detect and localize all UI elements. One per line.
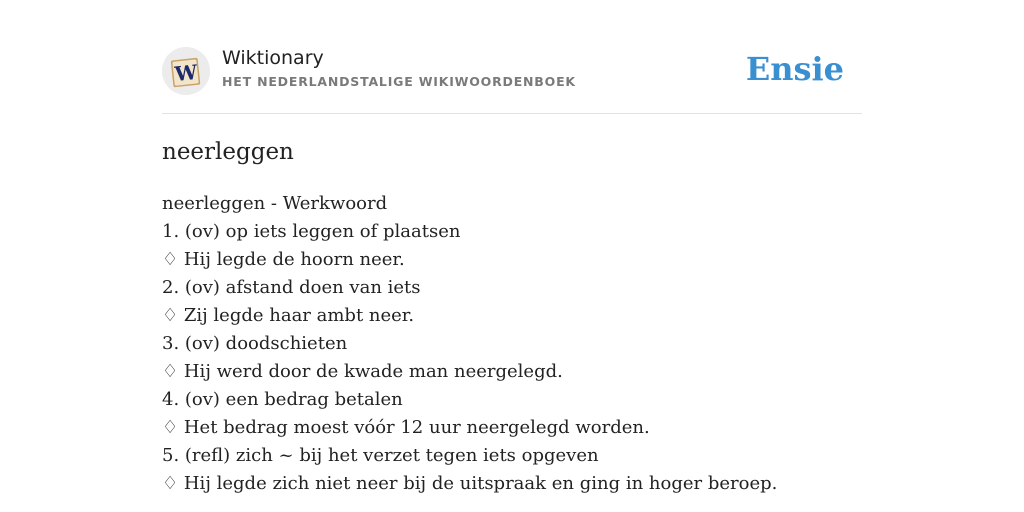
- ensie-brand-link[interactable]: Ensie: [745, 50, 844, 88]
- example-1: ♢ Hij legde de hoorn neer.: [162, 249, 405, 270]
- site-name[interactable]: Wiktionary: [222, 47, 324, 69]
- definition-4: 4. (ov) een bedrag betalen: [162, 389, 403, 410]
- entry-heading: neerleggen - Werkwoord: [162, 193, 388, 214]
- page-title: neerleggen: [162, 139, 294, 165]
- wiktionary-logo-icon[interactable]: [162, 47, 210, 95]
- site-tagline: HET NEDERLANDSTALIGE WIKIWOORDENBOEK: [222, 74, 576, 89]
- definition-2: 2. (ov) afstand doen van iets: [162, 277, 421, 298]
- definition-5: 5. (refl) zich ~ bij het verzet tegen iets opgeven: [162, 445, 599, 466]
- definition-3: 3. (ov) doodschieten: [162, 333, 348, 354]
- site-header: [162, 45, 862, 95]
- example-3: ♢ Hij werd door de kwade man neergelegd.: [162, 361, 563, 382]
- example-4: ♢ Het bedrag moest vóór 12 uur neergelegd worden.: [162, 417, 650, 438]
- example-5: ♢ Hij legde zich niet neer bij de uitspraak en ging in hoger beroep.: [162, 473, 778, 494]
- definition-body: [162, 190, 882, 498]
- definition-1: 1. (ov) op iets leggen of plaatsen: [162, 221, 461, 242]
- svg-text:W: W: [173, 59, 199, 87]
- example-2: ♢ Zij legde haar ambt neer.: [162, 305, 415, 326]
- header-divider: [162, 113, 862, 114]
